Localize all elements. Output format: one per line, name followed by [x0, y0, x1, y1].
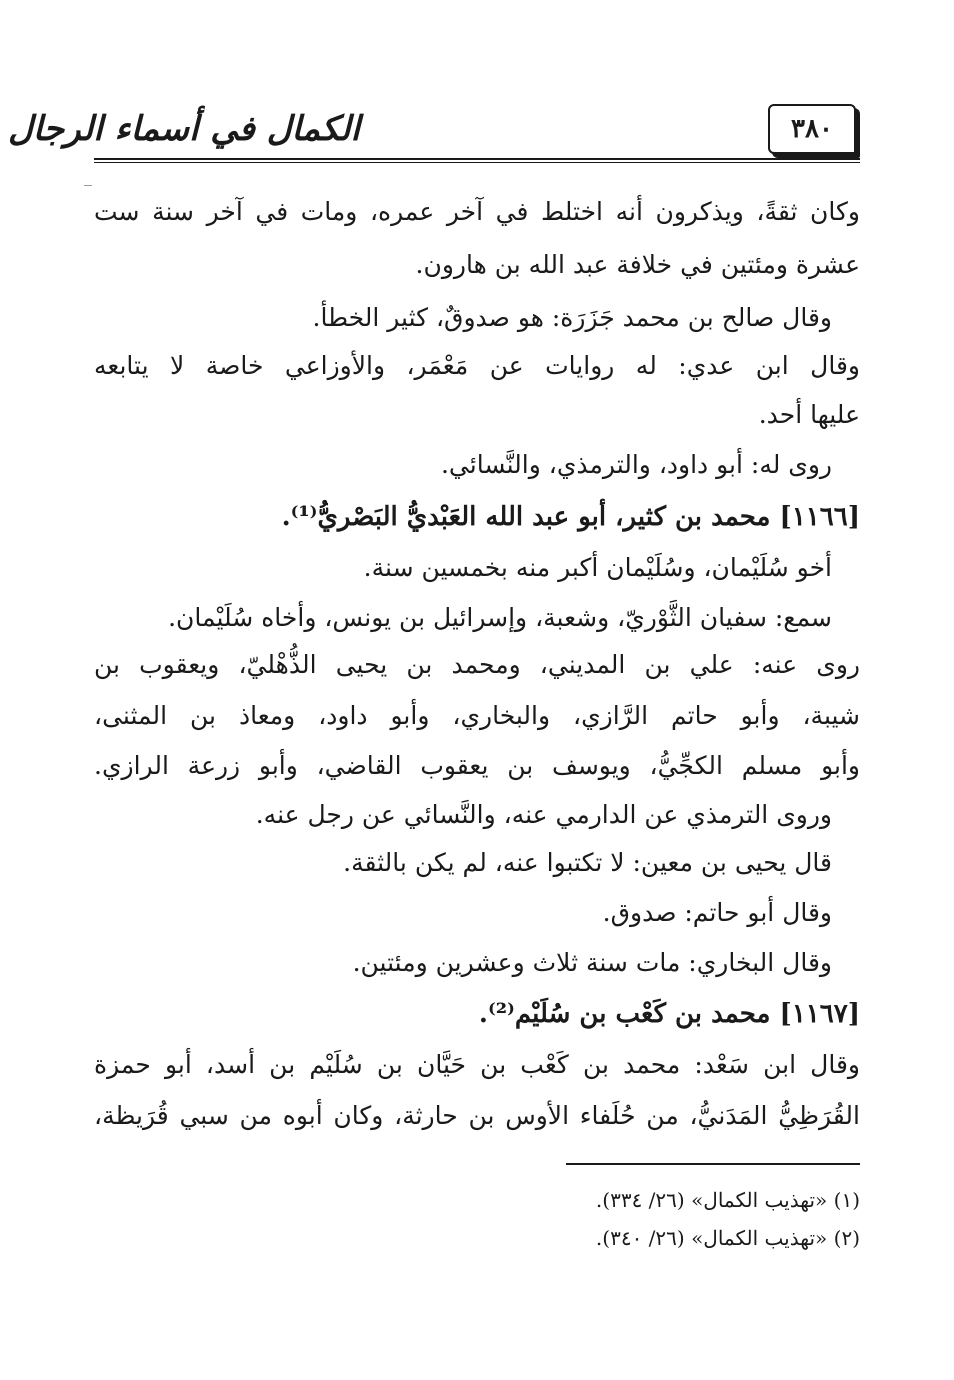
body-line: سمع: سفيان الثَّوْريّ، وشعبة، وإسرائيل بن يونس، وأخاه سُلَيْمان. — [168, 603, 832, 632]
body-line: القُرَظِيُّ المَدَنيُّ، من حُلَفاء الأوس بن حارثة، وكان أبوه من سبي قُرَيظة، — [94, 1101, 860, 1130]
running-head-title: الكمال في أسماء الرجال — [8, 109, 360, 149]
body-line: وأبو مسلم الكجِّيُّ، ويوسف بن يعقوب القاضي، وأبو زرعة الرازي. — [94, 751, 860, 780]
footnote-1: (١) «تهذيب الكمال» (٢٦/ ٣٣٤). — [595, 1188, 860, 1212]
body-line: وقال ابن عدي: له روايات عن مَعْمَر، والأوزاعي خاصة لا يتابعه — [94, 351, 860, 380]
body-line: وروى الترمذي عن الدارمي عنه، والنَّسائي عن رجل عنه. — [255, 800, 832, 829]
footnote-2: (٢) «تهذيب الكمال» (٢٦/ ٣٤٠). — [595, 1226, 860, 1250]
body-line: عليها أحد. — [758, 400, 860, 429]
body-line: وقال ابن سَعْد: محمد بن كَعْب بن حَيَّان بن سُلَيْم بن أسد، أبو حمزة — [94, 1050, 860, 1079]
body-line: روى عنه: علي بن المديني، ومحمد بن يحيى الذُّهْليّ، ويعقوب بن — [94, 650, 860, 679]
entry-heading-1166: [١١٦٦] محمد بن كثير، أبو عبد الله العَبْديُّ البَصْريُّ⁽¹⁾. — [281, 502, 860, 532]
body-line: وقال البخاري: مات سنة ثلاث وعشرين ومئتين. — [352, 948, 832, 977]
body-line: شيبة، وأبو حاتم الرَّازي، والبخاري، وأبو داود، ومعاذ بن المثنى، — [94, 701, 860, 730]
body-line: روى له: أبو داود، والترمذي، والنَّسائي. — [440, 450, 832, 479]
body-line: وقال صالح بن محمد جَزَرَة: هو صدوقٌ، كثير الخطأ. — [312, 303, 832, 332]
body-line: عشرة ومئتين في خلافة عبد الله بن هارون. — [415, 250, 860, 279]
header-rule-thin — [94, 162, 860, 163]
margin-mark — [84, 185, 92, 186]
body-line: وكان ثقةً، ويذكرون أنه اختلط في آخر عمره، ومات في آخر سنة ست — [94, 197, 860, 226]
footnote-rule — [566, 1163, 860, 1165]
body-line: قال يحيى بن معين: لا تكتبوا عنه، لم يكن بالثقة. — [343, 848, 832, 877]
body-line: أخو سُلَيْمان، وسُلَيْمان أكبر منه بخمسين سنة. — [363, 553, 832, 582]
page-number: ٣٨٠ — [791, 114, 833, 144]
page-number-box — [768, 104, 856, 154]
body-line: وقال أبو حاتم: صدوق. — [602, 898, 832, 927]
header-rule — [94, 158, 860, 160]
entry-heading-1167: [١١٦٧] محمد بن كَعْب بن سُلَيْم⁽²⁾. — [478, 999, 860, 1029]
